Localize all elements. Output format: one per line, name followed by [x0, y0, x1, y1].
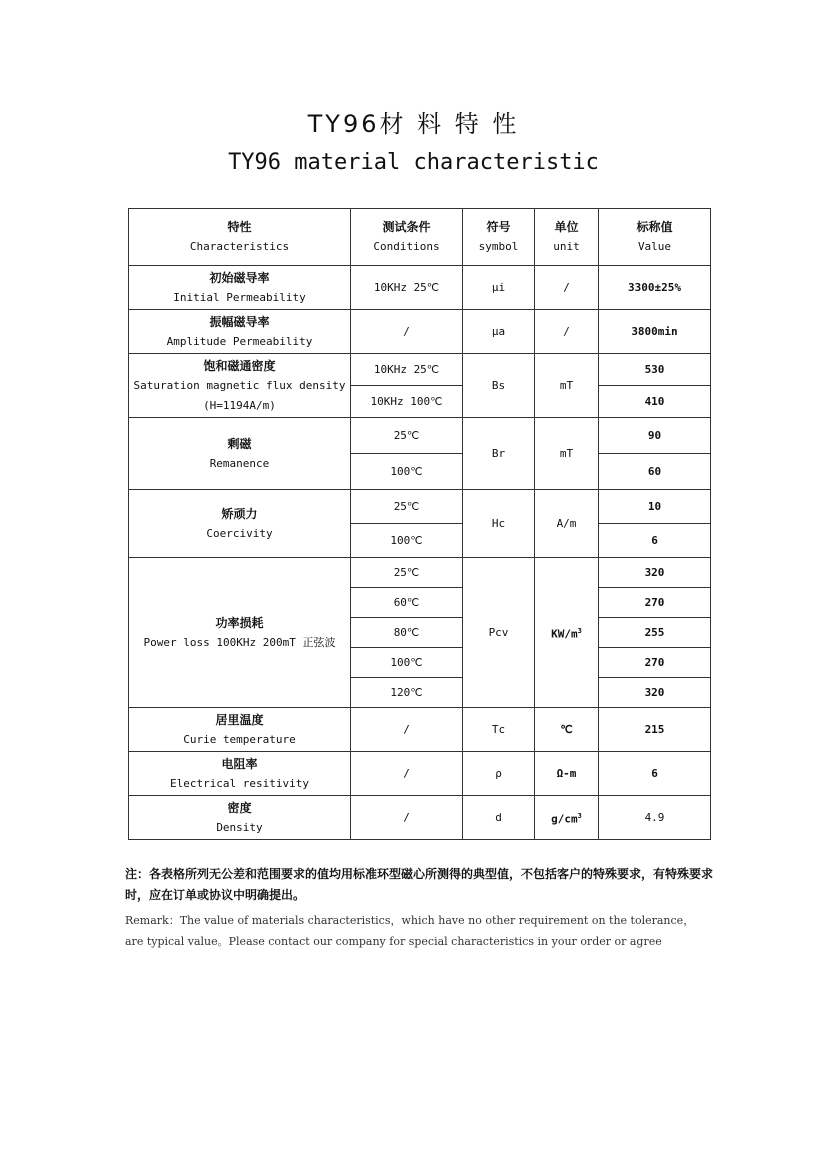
note-chinese: 注：各表格所列无公差和范围要求的值均用标准环型磁心所测得的典型值，不包括客户的特殊要求，有特殊要求时，应在订单或协议中明确提出。 [125, 867, 714, 902]
note-english-line-2: are typical value。Please contact our company for special characteristics in your order or agree [125, 935, 662, 948]
row-symbol: Tc [463, 708, 535, 752]
note-english-line-1: Remark：The value of materials characteristics，which have no other requirement on the tolerance， [125, 914, 695, 927]
row-unit: / [535, 310, 599, 354]
row-condition: 25℃ [351, 490, 463, 524]
row-condition: 10KHz 100℃ [351, 386, 463, 418]
row-condition: 100℃ [351, 648, 463, 678]
row-unit: A/m [535, 490, 599, 558]
row-unit: $KW/m^3$ [535, 558, 599, 708]
row-label: 电阻率 Electrical resitivity [129, 752, 351, 796]
row-condition: 120℃ [351, 678, 463, 708]
table-row [129, 354, 711, 386]
row-value: 60 [599, 454, 711, 490]
row-condition: / [351, 752, 463, 796]
row-unit: / [535, 266, 599, 310]
row-unit: ℃ [535, 708, 599, 752]
row-symbol: μi [463, 266, 535, 310]
table-row [129, 708, 711, 752]
table-row [129, 310, 711, 354]
table-row [129, 418, 711, 454]
note-english [125, 910, 715, 952]
row-value: 3800min [599, 310, 711, 354]
table-row [129, 266, 711, 310]
row-symbol: Hc [463, 490, 535, 558]
header-symbol: 符号 symbol [463, 209, 535, 266]
row-symbol: Br [463, 418, 535, 490]
row-value: 530 [599, 354, 711, 386]
row-condition: 25℃ [351, 558, 463, 588]
row-label: 饱和磁通密度 Saturation magnetic flux density (H=1194A/m) [129, 354, 351, 418]
row-symbol: ρ [463, 752, 535, 796]
row-value: 215 [599, 708, 711, 752]
table-row [129, 490, 711, 524]
row-value: 270 [599, 648, 711, 678]
row-value: 320 [599, 678, 711, 708]
row-symbol: Pcv [463, 558, 535, 708]
row-symbol: Bs [463, 354, 535, 418]
row-condition: 25℃ [351, 418, 463, 454]
row-value: 270 [599, 588, 711, 618]
row-label: 振幅磁导率 Amplitude Permeability [129, 310, 351, 354]
row-condition: 10KHz 25℃ [351, 266, 463, 310]
row-value: 410 [599, 386, 711, 418]
row-label: 初始磁导率 Initial Permeability [129, 266, 351, 310]
row-label: 密度 Density [129, 796, 351, 840]
row-condition: / [351, 310, 463, 354]
row-value: 4.9 [599, 796, 711, 840]
row-condition: 10KHz 25℃ [351, 354, 463, 386]
row-symbol: d [463, 796, 535, 840]
row-symbol: μa [463, 310, 535, 354]
title-chinese: TY96材 料 特 性 [307, 110, 520, 138]
row-label: 矫顽力 Coercivity [129, 490, 351, 558]
row-condition: 60℃ [351, 588, 463, 618]
header-row [129, 209, 711, 266]
header-conditions: 测试条件 Conditions [351, 209, 463, 266]
row-unit: mT [535, 354, 599, 418]
header-characteristics: 特性 Characteristics [129, 209, 351, 266]
table-row [129, 752, 711, 796]
table-row [129, 796, 711, 840]
row-value: 10 [599, 490, 711, 524]
row-label: 剩磁 Remanence [129, 418, 351, 490]
row-unit: Ω-m [535, 752, 599, 796]
row-label: 功率损耗 Power loss 100KHz 200mT 正弦波 [129, 558, 351, 708]
header-unit: 单位 unit [535, 209, 599, 266]
row-unit: $g/cm^3$ [535, 796, 599, 840]
title-english: TY96 material characteristic [228, 150, 599, 175]
row-value: 255 [599, 618, 711, 648]
row-value: 6 [599, 524, 711, 558]
row-condition: 100℃ [351, 454, 463, 490]
row-value: 320 [599, 558, 711, 588]
row-value: 3300±25% [599, 266, 711, 310]
characteristics-table [128, 208, 711, 840]
row-value: 6 [599, 752, 711, 796]
row-condition: / [351, 796, 463, 840]
row-value: 90 [599, 418, 711, 454]
row-unit: mT [535, 418, 599, 490]
row-condition: 100℃ [351, 524, 463, 558]
row-label: 居里温度 Curie temperature [129, 708, 351, 752]
table-row [129, 558, 711, 588]
header-value: 标称值 Value [599, 209, 711, 266]
row-condition: / [351, 708, 463, 752]
row-condition: 80℃ [351, 618, 463, 648]
